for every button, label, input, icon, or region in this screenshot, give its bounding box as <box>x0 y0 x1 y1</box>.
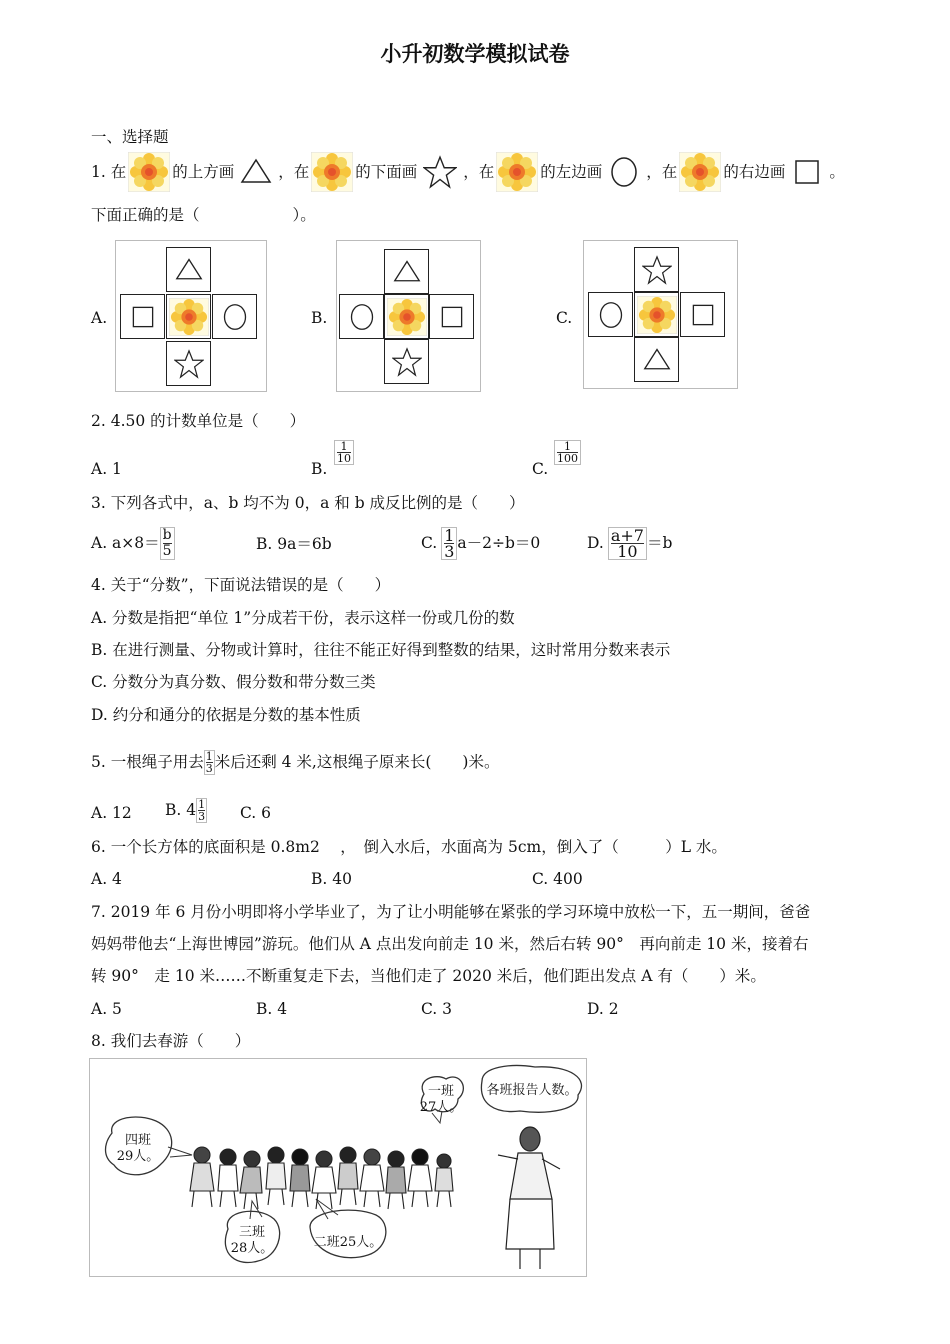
q2-option-c-fraction <box>554 440 581 465</box>
q5-b-text: B. 4 <box>165 801 197 819</box>
square-icon <box>791 156 823 188</box>
q3-d-text: ＝b <box>646 534 673 552</box>
q3-option-c[interactable] <box>421 522 540 564</box>
q5-option-a[interactable]: A. 12 <box>91 804 132 822</box>
circle-icon <box>608 156 640 188</box>
q1-text-1: 的上方画 <box>172 163 235 181</box>
q3-option-d[interactable] <box>587 522 672 564</box>
cell-top <box>634 247 679 292</box>
cell-top <box>384 249 429 294</box>
speech-bubble-class-2: 二班25人。 <box>313 1235 383 1250</box>
numerator: 1 <box>557 441 578 453</box>
q3-c-text: a－2÷b＝0 <box>457 534 541 552</box>
question-7-line-2: 妈妈带他去“上海世博园”游玩。他们从 A 点出发向前走 10 米，然后右转 90° 再向前走 10 米，接着右 <box>91 935 809 953</box>
q4-option-b[interactable]: B. 在进行测量、分物或计算时，往往不能正好得到整数的结果，这时常用分数来表示 <box>91 641 671 659</box>
triangle-icon <box>643 346 671 374</box>
cell-bottom <box>634 337 679 382</box>
numerator: 1 <box>198 797 206 811</box>
denominator: 10 <box>617 541 638 561</box>
cell-center <box>384 294 429 339</box>
speech-bubble-teacher: 各班报告人数。 <box>486 1083 578 1098</box>
question-3-stem: 3. 下列各式中，a、b 均不为 0，a 和 b 成反比例的是（ ） <box>91 494 525 512</box>
q2-option-b[interactable]: B. <box>311 460 328 478</box>
star-icon <box>423 155 457 189</box>
denominator: 3 <box>205 761 213 775</box>
cell-right <box>680 292 725 337</box>
cell-left <box>120 294 165 339</box>
q1-option-b-figure <box>336 240 481 392</box>
q7-option-b[interactable]: B. 4 <box>256 1000 288 1018</box>
q1-option-c-label[interactable]: C. <box>556 309 573 327</box>
page-title: 小升初数学模拟试卷 <box>380 42 570 66</box>
cell-bottom <box>166 341 211 386</box>
cell-center <box>634 292 679 337</box>
triangle-icon <box>393 258 421 286</box>
cell-bottom <box>384 339 429 384</box>
q3-a-text: A. a×8＝ <box>91 534 160 552</box>
q1-option-c-figure <box>583 240 738 389</box>
square-icon <box>438 303 466 331</box>
question-6-stem: 6. 一个长方体的底面积是 0.8m2 ， 倒入水后，水面高为 5cm，倒入了（ ）L 水。 <box>91 838 727 856</box>
cell-top <box>166 247 211 292</box>
denominator: 10 <box>337 452 351 465</box>
question-7-line-1: 7. 2019 年 6 月份小明即将小学毕业了，为了让小明能够在紧张的学习环境中放松一下，五一期间，爸爸 <box>91 903 811 921</box>
question-2-stem: 2. 4.50 的计数单位是（ ） <box>91 412 306 430</box>
circle-icon <box>348 303 376 331</box>
q6-option-b[interactable]: B. 40 <box>311 870 352 888</box>
q1-text-2: ，在 <box>278 163 310 181</box>
circle-icon <box>597 301 625 329</box>
q1-end: 。 <box>829 163 845 181</box>
numerator: b <box>162 526 172 543</box>
star-icon <box>392 347 422 377</box>
star-icon <box>174 349 204 379</box>
denominator: 100 <box>557 452 578 465</box>
numerator: a+7 <box>610 525 644 545</box>
cell-center <box>166 294 211 339</box>
circle-icon <box>221 303 249 331</box>
q3-option-b[interactable]: B. 9a＝6b <box>256 535 332 553</box>
numerator: 1 <box>444 525 455 545</box>
q1-text-4: ，在 <box>463 163 495 181</box>
cell-right <box>429 294 474 339</box>
q1-text-3: 的下面画 <box>355 163 418 181</box>
q1-line-2: 下面正确的是（ ）。 <box>91 206 316 224</box>
q1-option-b-label[interactable]: B. <box>311 309 328 327</box>
flower-icon <box>679 152 721 192</box>
section-heading: 一、选择题 <box>91 128 169 146</box>
flower-icon <box>387 298 427 336</box>
speech-bubble-class-1: 一班 27人。 <box>419 1084 463 1115</box>
speech-bubble-class-4: 四班 29人。 <box>116 1133 160 1164</box>
cell-left <box>339 294 384 339</box>
denominator: 3 <box>198 809 206 823</box>
flower-icon <box>311 152 353 192</box>
q1-text-6: ，在 <box>646 163 678 181</box>
question-8-stem: 8. 我们去春游（ ） <box>91 1032 251 1050</box>
q6-option-a[interactable]: A. 4 <box>91 870 122 888</box>
q7-option-a[interactable]: A. 5 <box>91 1000 122 1018</box>
q3-option-a[interactable] <box>91 522 175 564</box>
q1-text-7: 的右边画 <box>723 163 786 181</box>
question-4-stem: 4. 关于“分数”，下面说法错误的是（ ） <box>91 576 391 594</box>
q1-option-a-label[interactable]: A. <box>91 309 108 327</box>
q2-option-b-fraction <box>334 440 354 465</box>
speech-bubble-class-3: 三班 28人。 <box>230 1225 274 1256</box>
question-1-stem <box>91 150 845 194</box>
flower-icon <box>496 152 538 192</box>
denominator: 3 <box>444 541 455 561</box>
flower-icon <box>128 152 170 192</box>
square-icon <box>129 303 157 331</box>
q7-option-c[interactable]: C. 3 <box>421 1000 453 1018</box>
q1-text-5: 的左边画 <box>540 163 603 181</box>
question-7-line-3: 转 90° 走 10 米……不断重复走下去，当他们走了 2020 米后，他们距出发点 A 有（ ）米。 <box>91 967 766 985</box>
numerator: 1 <box>337 441 351 453</box>
q6-option-c[interactable]: C. 400 <box>532 870 583 888</box>
question-5-stem <box>91 736 499 788</box>
triangle-icon <box>175 256 203 284</box>
q2-option-c[interactable]: C. <box>532 460 549 478</box>
q8-illustration <box>89 1058 587 1277</box>
denominator: 5 <box>162 542 172 559</box>
q5-stem-pre: 5. 一根绳子用去 <box>91 753 204 771</box>
cell-left <box>588 292 633 337</box>
q7-option-d[interactable]: D. 2 <box>587 1000 619 1018</box>
flower-icon <box>169 298 209 336</box>
q5-stem-post: 米后还剩 4 米,这根绳子原来长( )米。 <box>214 753 500 771</box>
numerator: 1 <box>205 749 213 763</box>
q5-option-c[interactable]: C. 6 <box>240 804 272 822</box>
q3-c-label: C. <box>421 534 438 552</box>
q3-d-label: D. <box>587 534 604 552</box>
flower-icon <box>637 296 677 334</box>
star-icon <box>642 255 672 285</box>
square-icon <box>689 301 717 329</box>
cell-right <box>212 294 257 339</box>
q1-prefix: 1. 在 <box>91 163 127 181</box>
q4-option-d[interactable]: D. 约分和通分的依据是分数的基本性质 <box>91 706 361 724</box>
triangle-icon <box>240 156 272 188</box>
q4-option-a[interactable]: A. 分数是指把“单位 1”分成若干份，表示这样一份或几份的数 <box>91 609 515 627</box>
q2-option-a[interactable]: A. 1 <box>91 460 122 478</box>
q5-option-b[interactable] <box>165 785 207 835</box>
q1-option-a-figure <box>115 240 267 392</box>
q4-option-c[interactable]: C. 分数分为真分数、假分数和带分数三类 <box>91 673 376 691</box>
